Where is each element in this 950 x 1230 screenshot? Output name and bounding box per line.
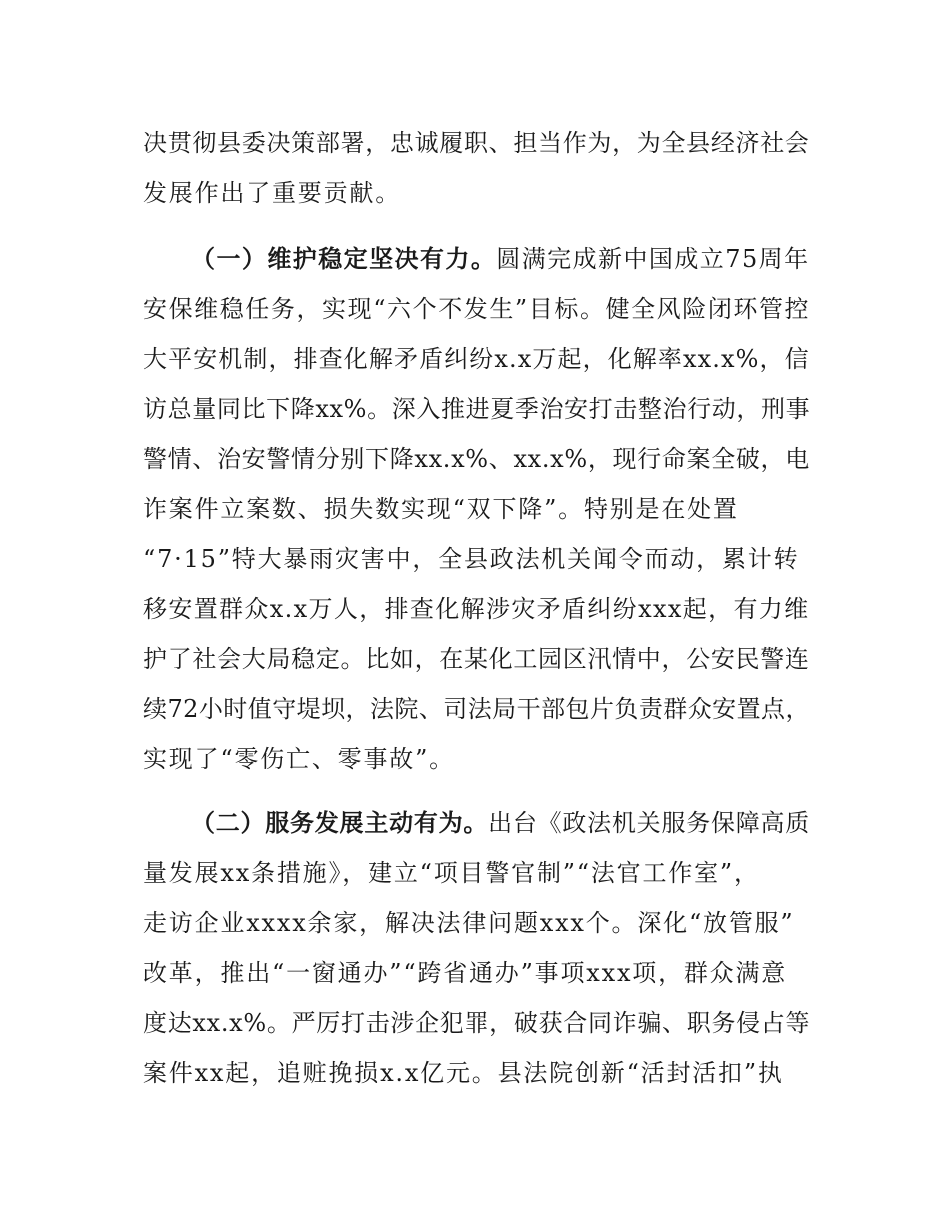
section2-line-4: 改革，推出“一窗通办”“跨省通办”事项xxx项，群众满意 (143, 959, 788, 987)
section2-line-3: 走访企业xxxx余家，解决法律问题xxx个。深化“放管服” (143, 909, 795, 937)
section1-line-9: 护了社会大局稳定。比如，在某化工园区汛情中，公安民警连 (143, 645, 810, 673)
section1-line-8: 移安置群众x.x万人，排查化解涉灾矛盾纠纷xxx起，有力维 (143, 595, 810, 623)
intro-line-1: 决贯彻县委决策部署，忠诚履职、担当作为，为全县经济社会 (143, 129, 810, 157)
section2-line-1: 出台《政法机关服务保障高质 (488, 809, 811, 837)
section2-line-5: 度达xx.x%。严厉打击涉企犯罪，破获合同诈骗、职务侵占等 (143, 1009, 811, 1037)
section1-line-10: 续72小时值守堤坝，法院、司法局干部包片负责群众安置点， (143, 695, 810, 723)
section1-line-11: 实现了“零伤亡、零事故”。 (143, 745, 455, 773)
section1-line-6: 诈案件立案数、损失数实现“双下降”。特别是在处置 (143, 495, 739, 523)
section2-heading: （二）服务发展主动有为。 (191, 809, 489, 837)
section1-line-5: 警情、治安警情分别下降xx.x%、xx.x%，现行命案全破，电 (143, 445, 810, 473)
section1-first-line (191, 244, 810, 274)
section2-line-2: 量发展xx条措施》，建立“项目警官制”“法官工作室”， (143, 859, 760, 887)
section2-line-6: 案件xx起，追赃挽损x.x亿元。县法院创新“活封活扣”执 (143, 1059, 784, 1087)
section1-line-3: 大平安机制，排查化解矛盾纠纷x.x万起，化解率xx.x%，信 (143, 345, 810, 373)
section1-heading: （一）维护稳定坚决有力。 (191, 245, 497, 273)
section1-line-1: 圆满完成新中国成立75周年 (496, 245, 810, 273)
section2-first-line (191, 808, 810, 838)
section1-line-4: 访总量同比下降xx%。深入推进夏季治安打击整治行动，刑事 (143, 395, 811, 423)
intro-line-2: 发展作出了重要贡献。 (143, 179, 401, 207)
section1-line-2: 安保维稳任务，实现“六个不发生”目标。健全风险闭环管控 (143, 295, 811, 323)
section1-line-7: “7·15”特大暴雨灾害中，全县政法机关闻令而动，累计转 (143, 545, 800, 573)
